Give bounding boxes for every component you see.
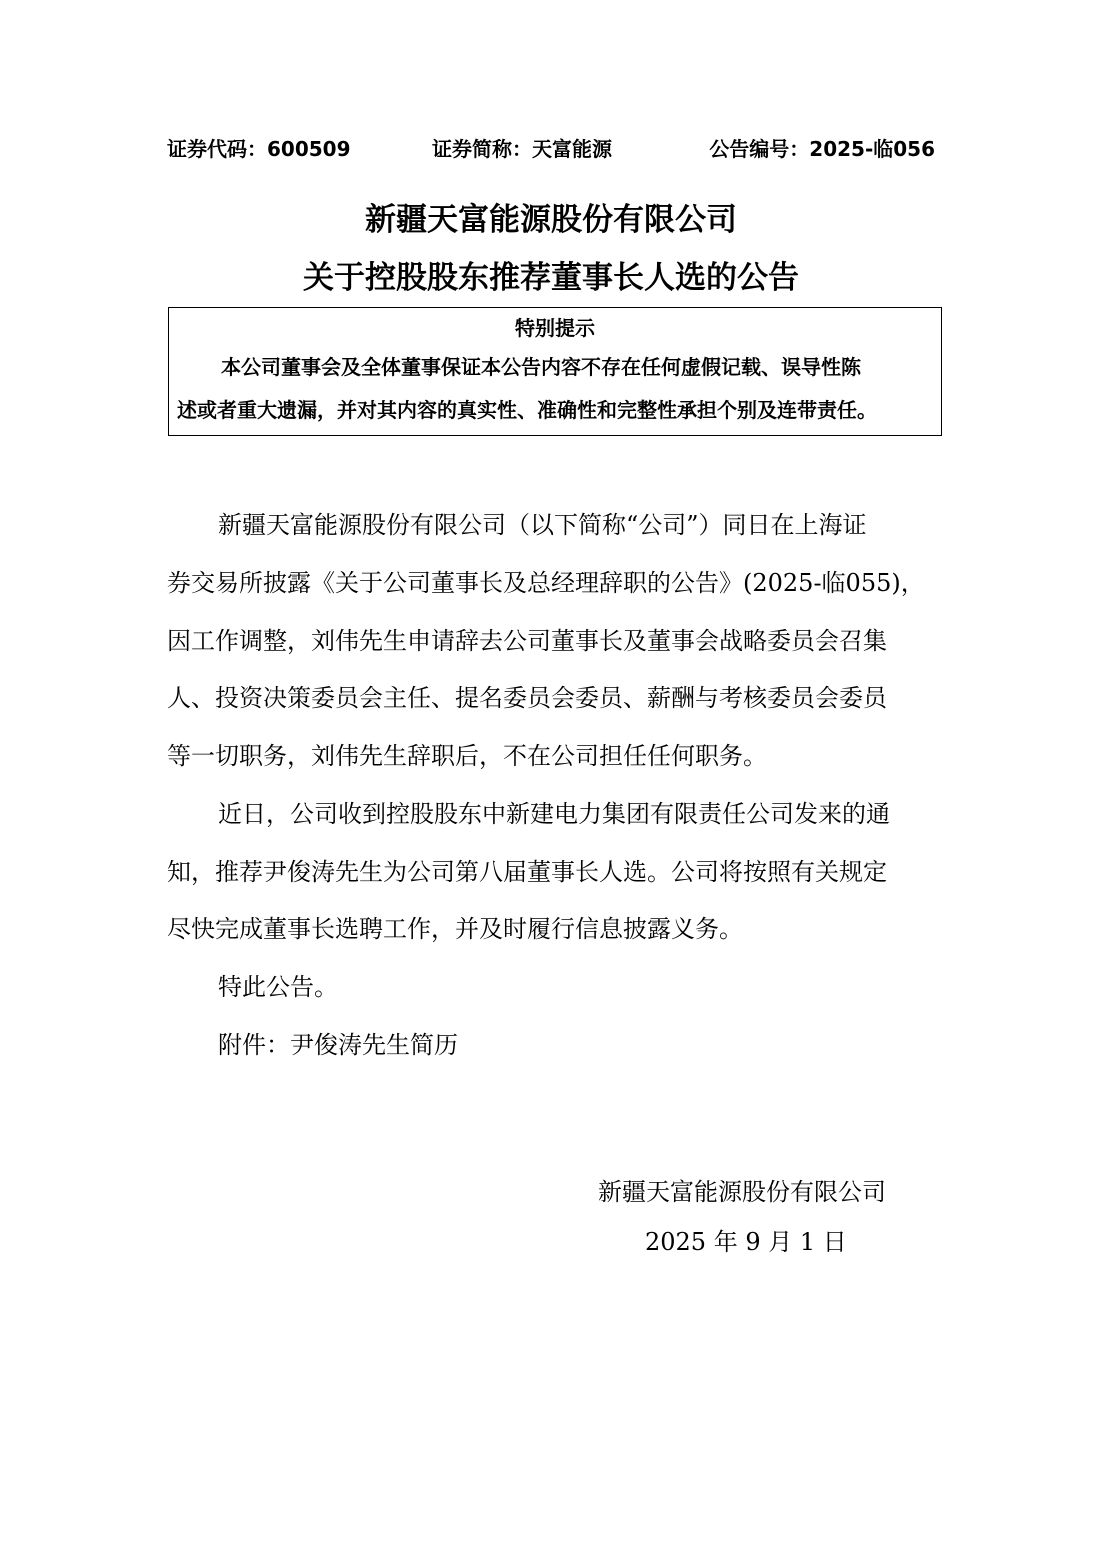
special-notice-box xyxy=(168,307,942,436)
body-paragraph-1-line: 人、投资决策委员会主任、提名委员会委员、薪酬与考核委员会委员 xyxy=(167,684,887,712)
body-paragraph-1-line: 券交易所披露《关于公司董事长及总经理辞职的公告》(2025-临055)， xyxy=(167,569,925,597)
stock-code: 证券代码：600509 xyxy=(167,137,351,161)
special-notice-heading: 特别提示 xyxy=(515,316,595,340)
body-paragraph-1-line: 新疆天富能源股份有限公司（以下简称“公司”）同日在上海证 xyxy=(218,511,867,539)
body-paragraph-1-line: 等一切职务，刘伟先生辞职后，不在公司担任任何职务。 xyxy=(167,742,767,770)
stock-abbreviation: 证券简称：天富能源 xyxy=(432,137,612,161)
title-company: 新疆天富能源股份有限公司 xyxy=(365,202,737,238)
body-paragraph-2-line: 知，推荐尹俊涛先生为公司第八届董事长人选。公司将按照有关规定 xyxy=(167,858,887,886)
signature-date: 2025 年 9 月 1 日 xyxy=(645,1228,847,1256)
closing-statement: 特此公告。 xyxy=(218,973,338,1001)
notice-number: 公告编号：2025-临056 xyxy=(709,137,935,161)
attachment-note: 附件：尹俊涛先生简历 xyxy=(218,1031,458,1059)
body-paragraph-1-line: 因工作调整，刘伟先生申请辞去公司董事长及董事会战略委员会召集 xyxy=(167,627,887,655)
signature-company: 新疆天富能源股份有限公司 xyxy=(598,1178,886,1206)
title-subject: 关于控股股东推荐董事长人选的公告 xyxy=(303,260,799,296)
special-notice-line: 本公司董事会及全体董事保证本公告内容不存在任何虚假记载、误导性陈 xyxy=(221,355,861,379)
body-paragraph-2-line: 尽快完成董事长选聘工作，并及时履行信息披露义务。 xyxy=(167,915,743,943)
special-notice-line: 述或者重大遗漏，并对其内容的真实性、准确性和完整性承担个别及连带责任。 xyxy=(177,398,877,422)
document-header xyxy=(167,134,935,164)
body-paragraph-2-line: 近日，公司收到控股股东中新建电力集团有限责任公司发来的通 xyxy=(218,800,890,828)
